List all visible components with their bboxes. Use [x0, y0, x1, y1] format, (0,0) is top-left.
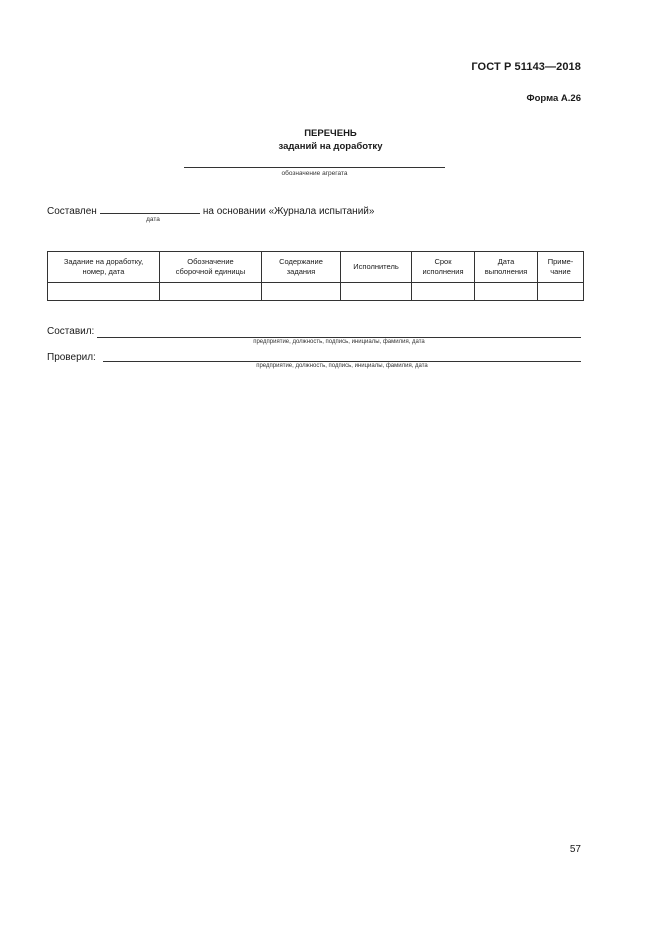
designation-field-line	[184, 167, 445, 168]
form-number: Форма А.26	[526, 93, 581, 104]
standard-code: ГОСТ Р 51143—2018	[471, 61, 581, 73]
table-cell	[262, 283, 341, 301]
based-on-journal-label: на основании «Журнала испытаний»	[202, 206, 375, 217]
title-line-1: ПЕРЕЧЕНЬ	[304, 128, 357, 139]
table-cell	[412, 283, 475, 301]
compiled-by-caption: предприятие, должность, подпись, инициалы, фамилия, дата	[253, 339, 425, 345]
table-cell	[475, 283, 538, 301]
date-caption: дата	[146, 216, 160, 223]
table-cell	[48, 283, 160, 301]
tasks-table	[47, 251, 584, 301]
compiled-based-on-row	[47, 204, 374, 217]
checked-by-label: Проверил:	[47, 352, 96, 363]
column-header: Приме- чание	[538, 252, 584, 283]
page-number: 57	[569, 844, 581, 855]
column-header: Содержание задания	[262, 252, 341, 283]
designation-caption: обозначение агрегата	[281, 170, 348, 177]
table-cell	[341, 283, 412, 301]
compiled-by-line	[97, 337, 581, 338]
title-line-2: заданий на доработку	[278, 141, 383, 152]
compiled-by-label: Составил:	[47, 326, 95, 337]
column-header: Срок исполнения	[412, 252, 475, 283]
column-header: Дата выполнения	[475, 252, 538, 283]
column-header: Обозначение сборочной единицы	[160, 252, 262, 283]
table-row	[48, 283, 584, 301]
table-cell	[538, 283, 584, 301]
table-header-row	[48, 252, 584, 283]
compiled-date-blank	[100, 204, 200, 214]
column-header: Задание на доработку, номер, дата	[48, 252, 160, 283]
table-cell	[160, 283, 262, 301]
document-title	[0, 127, 661, 153]
column-header: Исполнитель	[341, 252, 412, 283]
compiled-label: Составлен	[47, 206, 97, 217]
checked-by-caption: предприятие, должность, подпись, инициалы, фамилия, дата	[256, 363, 428, 369]
checked-by-line	[103, 361, 581, 362]
